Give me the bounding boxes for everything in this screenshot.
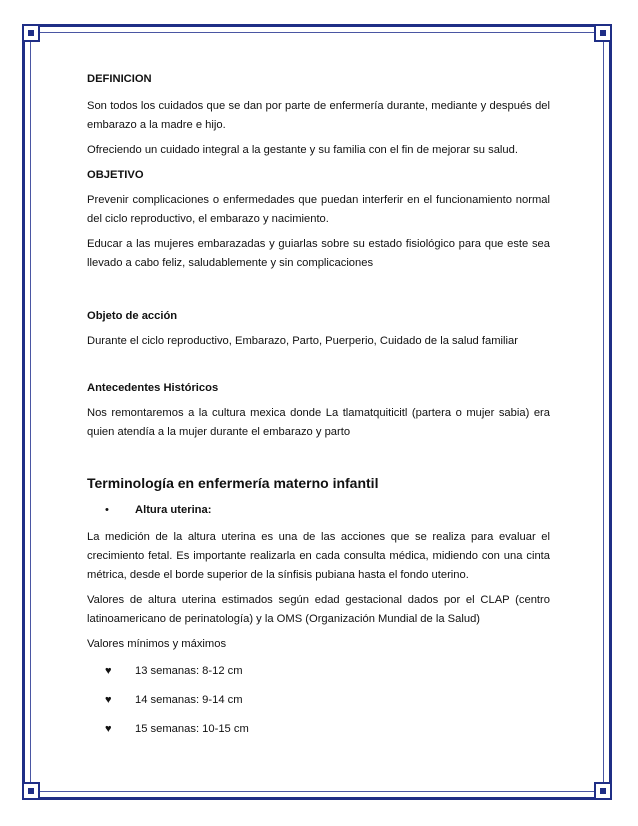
heart-bullet-icon: ♥: [105, 665, 112, 677]
heading-objeto-de-accion: Objeto de acción: [87, 310, 178, 322]
list-item-text: 14 semanas: 9-14 cm: [135, 694, 243, 706]
antecedentes-paragraph-1: Nos remontaremos a la cultura mexica donde La tlamatquiticitl (partera o mujer sabia) era quien atendía a la mujer durante el embarazo y parto: [87, 407, 550, 438]
terminologia-paragraph-3: Valores mínimos y máximos: [87, 638, 227, 650]
corner-ornament-icon: [594, 782, 612, 800]
bullet-altura-uterina: [87, 501, 550, 520]
section-title-terminologia: Terminología en enfermería materno infantil: [87, 475, 379, 491]
definicion-paragraph-2: Ofreciendo un cuidado integral a la gestante y su familia con el fin de mejorar su salud.: [87, 144, 518, 156]
heading-definicion: DEFINICION: [87, 73, 152, 85]
list-item-text: 13 semanas: 8-12 cm: [135, 665, 243, 677]
list-item: [87, 662, 550, 681]
heart-bullet-icon: ♥: [105, 694, 112, 706]
objetivo-paragraph-2: Educar a las mujeres embarazadas y guiarlas sobre su estado fisiológico para que este sea llevado a cabo feliz, saludablemente y sin complicaciones: [87, 238, 550, 269]
bullet-dot-icon: •: [105, 504, 109, 516]
heading-objetivo: OBJETIVO: [87, 169, 144, 181]
corner-ornament-icon: [22, 24, 40, 42]
heart-bullet-icon: ♥: [105, 723, 112, 735]
heading-antecedentes: Antecedentes Históricos: [87, 382, 219, 394]
list-item-text: 15 semanas: 10-15 cm: [135, 723, 249, 735]
definicion-paragraph-1: Son todos los cuidados que se dan por parte de enfermería durante, mediante y después del embarazo a la madre e hijo.: [87, 100, 550, 131]
corner-ornament-icon: [22, 782, 40, 800]
terminologia-paragraph-2: Valores de altura uterina estimados según edad gestacional dados por el CLAP (centro latinoamericano de perinatología) y la OMS (Organización Mundial de la Salud): [87, 594, 550, 625]
document-body: [87, 70, 550, 739]
objeto-paragraph-1: Durante el ciclo reproductivo, Embarazo, Parto, Puerperio, Cuidado de la salud familiar: [87, 335, 518, 347]
list-item: [87, 691, 550, 710]
corner-ornament-icon: [594, 24, 612, 42]
list-item: [87, 720, 550, 739]
objetivo-paragraph-1: Prevenir complicaciones o enfermedades que puedan interferir en el funcionamiento normal del ciclo reproductivo, el embarazo y nacimiento.: [87, 194, 550, 225]
terminologia-paragraph-1: La medición de la altura uterina es una de las acciones que se realiza para evaluar el crecimiento fetal. Es importante realizarla en cada consulta médica, midiendo con una cinta métrica, desde el borde superior de la sínfisis pubiana hasta el fondo uterino.: [87, 531, 550, 581]
bullet-label: Altura uterina:: [135, 504, 212, 516]
